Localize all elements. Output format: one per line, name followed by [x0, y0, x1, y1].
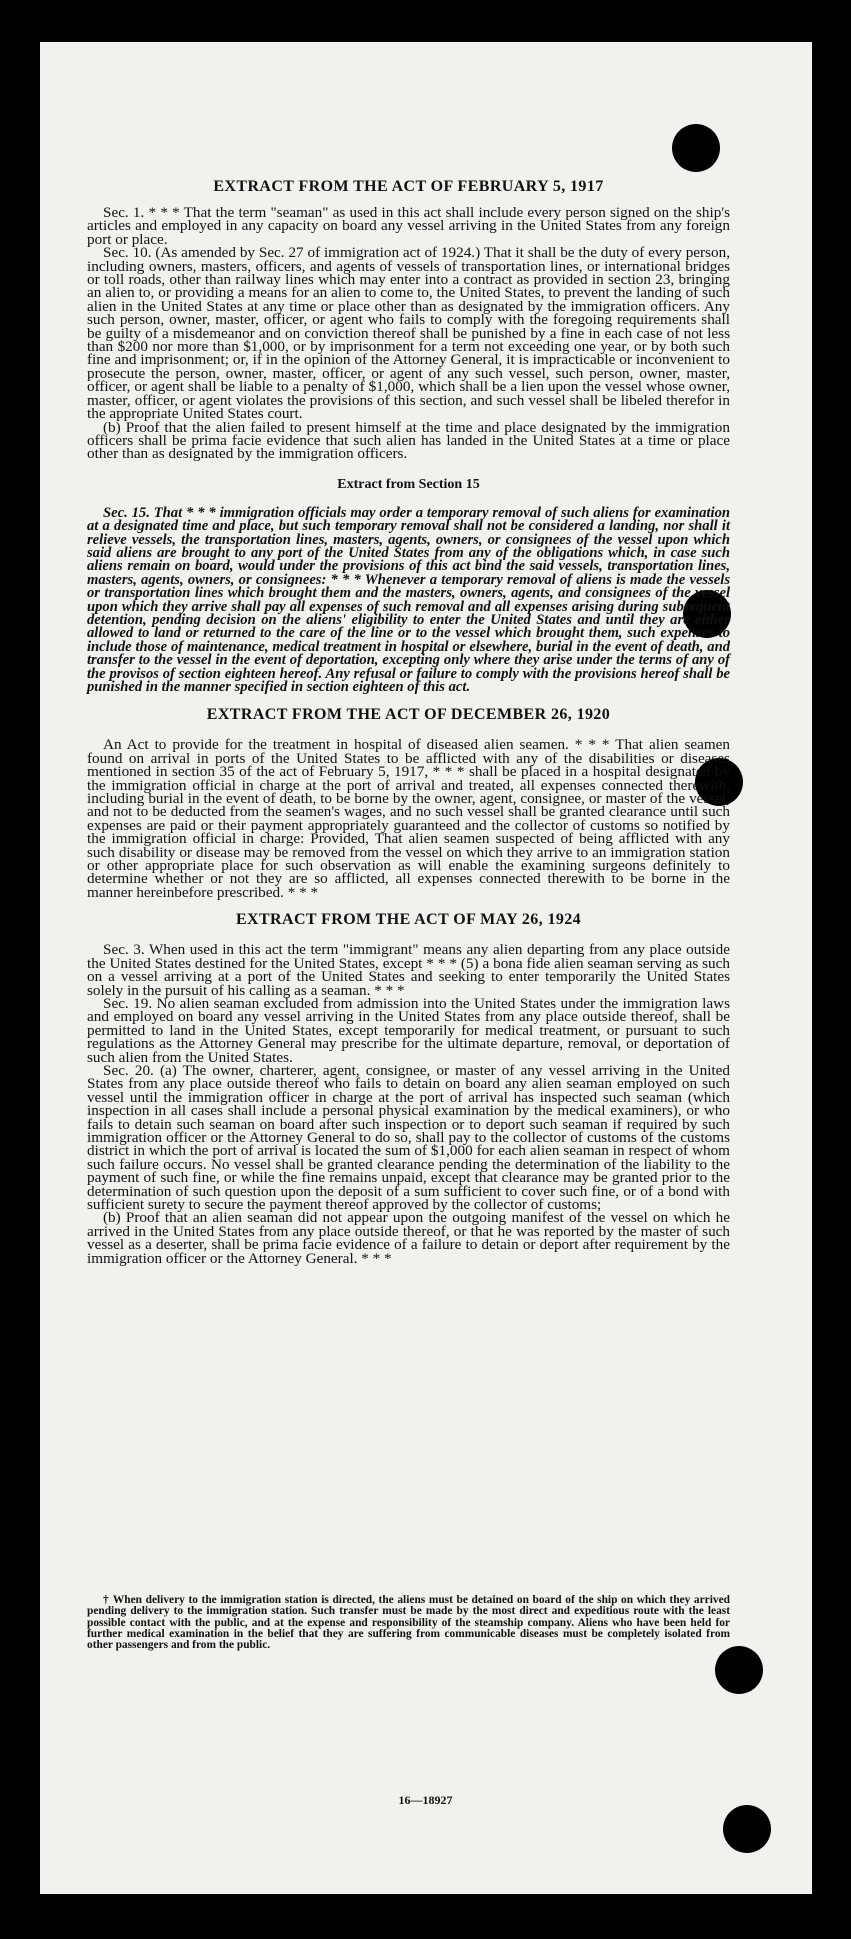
punch-hole-bottom	[723, 1805, 771, 1853]
paragraph: Sec. 1. * * * That the term "seaman" as used in this act shall include every person signed on the ship's articles and employed in any capacity on board any vessel arriving in the United States from any foreign port or place.	[87, 204, 730, 248]
paragraph: Sec. 19. No alien seaman excluded from admission into the United States under the immigration laws and employed on board any vessel arriving in the United States from any place outside thereof, shall be permitted to land in the United States, except temporarily for medical treatment, or pursuant to such regulations as the Attorney General may prescribe for the ultimate departure, removal, or deportation of such alien from the United States.	[87, 994, 730, 1066]
punch-hole-lower	[715, 1646, 763, 1694]
footnote-text: † When delivery to the immigration station is directed, the aliens must be detained on board of the ship on which they arrived pending delivery to the immigration station. Such transfer must be made by the most direct and expeditious route with the least possible contact with the public, and at the expense and responsibility of the steamship company. Aliens who have been held for further medical examination in the belief that they are suffering from communicable diseases must be completely isolated from other passengers and from the public.	[87, 1594, 730, 1652]
paragraph: An Act to provide for the treatment in hospital of diseased alien seamen. * * * That alien seamen found on arrival in ports of the United States to be afflicted with any of the disabilities or diseases mentioned in section 35 of the act of February 5, 1917, * * * shall be placed in a hospital designated by the immigration official in charge at the port of arrival and treated, all expenses connected therewith, including burial in the event of death, to be borne by the owner, agent, consignee, or master of the vessel, and not to be deducted from the seamen's wages, and no such vessel shall be granted clearance until such expenses are paid or their payment appropriately guaranteed and the collector of customs so notified by the immigration official in charge: Provided, That alien seamen suspected of being afflicted with any such disability or disease may be removed from the vessel on which they arrive to an immigration station or other appropriate place for such observation as will enable the examining surgeons definitely to determine whether or not they are so afflicted, all expenses connected therewith to be borne in the manner hereinbefore prescribed. * * *	[87, 736, 730, 901]
paragraph: Sec. 10. (As amended by Sec. 27 of immigration act of 1924.) That it shall be the duty of every person, including owners, masters, officers, and agents of vessels of transportation lines, or international bridges or toll roads, other than railway lines which may enter into a contract as provided in section 23, bringing an alien to, or providing a means for an alien to come to, the United States, to prevent the landing of such alien in the United States at any time or place other than as designated by the immigration officers. Any such person, owner, master, officer, or agent who fails to comply with the foregoing requirements shall be guilty of a misdemeanor and on conviction thereof shall be punished by a fine in each case of not less than $200 nor more than $1,000, or by imprisonment for a term not exceeding one year, or by both such fine and imprisonment; or, if in the opinion of the Attorney General, it is impracticable or inconvenient to prosecute the person, owner, master, officer, or agent of any such vessel, such person, owner, master, officer, or agent shall be liable to a penalty of $1,000, which shall be a lien upon the vessel whose owner, master, officer, or agent violates the provisions of this section, and such vessel shall be libeled therefor in the appropriate United States court.	[87, 244, 730, 423]
punch-hole-top	[672, 124, 720, 172]
section-heading: EXTRACT FROM THE ACT OF FEBRUARY 5, 1917	[213, 178, 604, 195]
section-act-1917	[87, 178, 730, 461]
section-heading: EXTRACT FROM THE ACT OF DECEMBER 26, 1920	[206, 706, 611, 724]
section-heading: Extract from Section 15	[337, 476, 480, 492]
form-number: 16—18927	[398, 1793, 453, 1807]
section-act-1924	[87, 911, 730, 1265]
paragraph: (b) Proof that the alien failed to present himself at the time and place designated by the immigration officers shall be prima facie evidence that such alien has landed in the United States at a time or place other than as designated by the immigration officers.	[87, 418, 730, 463]
paragraph: Sec. 20. (a) The owner, charterer, agent, consignee, or master of any vessel arriving in the United States from any place outside thereof who fails to detain on board any alien seaman employed on such vessel until the immigration officer in charge at the port of arrival has inspected such seaman (which inspection in all cases shall include a personal physical examination by the medical examiners), or who fails to detain such seaman on board after such inspection or to deport such seaman if required by such immigration officer or the Attorney General to do so, shall pay to the collector of customs of the customs district in which the port of arrival is located the sum of $1,000 for each alien seaman in respect of whom such failure occurs. No vessel shall be granted clearance pending the determination of the liability to the payment of such fine, or while the fine remains unpaid, except that clearance may be granted prior to the determination of such question upon the deposit of a sum sufficient to cover such fine, or of a bond with sufficient surety to secure the payment thereof approved by the collector of customs;	[87, 1061, 730, 1213]
section-15-extract	[87, 477, 730, 695]
footnote	[87, 1595, 730, 1651]
paragraph: (b) Proof that an alien seaman did not appear upon the outgoing manifest of the vessel on which he arrived in the United States from any place outside thereof, or that he was reported by the master of such vessel as a deserter, shall be prima facie evidence of a failure to detain or deport after requirement by the immigration officer or the Attorney General. * * *	[87, 1209, 730, 1267]
paragraph: Sec. 3. When used in this act the term "immigrant" means any alien departing from any place outside the United States destined for the United States, except * * * (5) a bona fide alien seaman serving as such on a vessel arriving at a port of the United States and seeking to enter temporarily the United States solely in the pursuit of his calling as a seaman. * * *	[87, 941, 730, 999]
section-heading: EXTRACT FROM THE ACT OF MAY 26, 1924	[235, 911, 582, 929]
paragraph: Sec. 15. That * * * immigration officials may order a temporary removal of such aliens for examination at a designated time and place, but such temporary removal shall not be considered a landing, nor shall it relieve vessels, the transportation lines, masters, agents, owners, or consignees of the vessel upon which said aliens are brought to any port of the United States from any of the obligations which, in case such aliens remain on board, would under the provisions of this act bind the said vessels, transportation lines, masters, agents, owners, or consignees: * * * Whenever a temporary removal of aliens is made the vessels or transportation lines which brought them and the masters, owners, agents, and consignees of the vessel upon which they arrive shall pay all expenses of such removal and all expenses arising during subsequent detention, pending decision on the aliens' eligibility to enter the United States and until they are either allowed to land or returned to the care of the line or to the vessel which brought them, such expenses to include those of maintenance, medical treatment in hospital or elsewhere, burial in the event of death, and transfer to the vessel in the event of deportation, excepting only where they arise under the terms of any of the provisos of section eighteen hereof. Any refusal or failure to comply with the provisions hereof shall be punished in the manner specified in section eighteen of this act.	[87, 504, 730, 695]
document-body	[87, 178, 730, 1265]
section-act-1920	[87, 706, 730, 899]
